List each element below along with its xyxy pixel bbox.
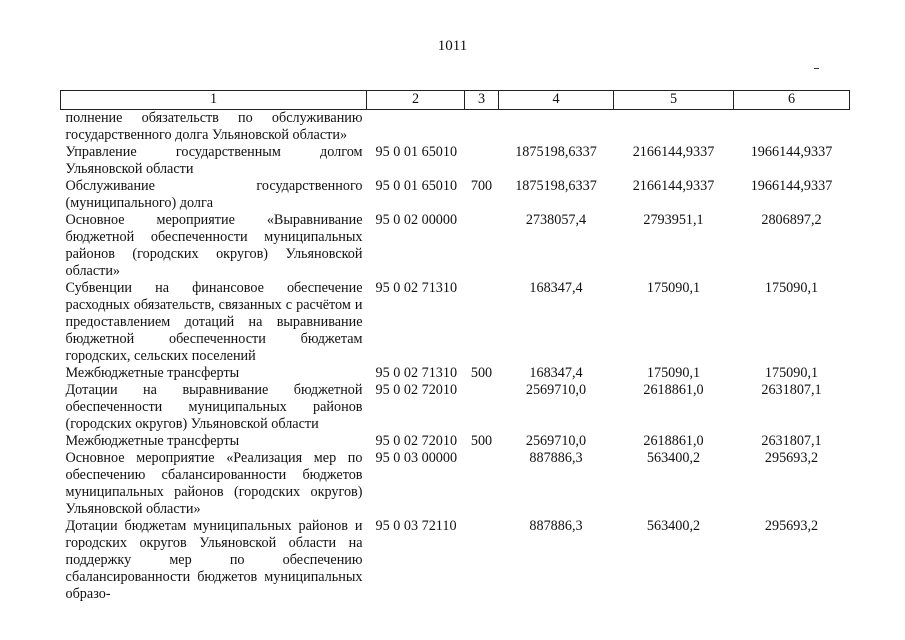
amount-col-4: 2569710,0	[525, 433, 587, 449]
expense-type	[465, 450, 499, 518]
expense-type	[465, 280, 499, 365]
amount-col-4: 887886,3	[529, 518, 583, 534]
amount-col-6: 2631807,1	[761, 433, 822, 449]
amount-col-5: 2166144,9337	[632, 144, 715, 160]
item-name: Управление государственным долгом Ульяновской области	[65, 144, 363, 177]
target-code: 95 0 02 72010	[375, 433, 458, 449]
amount-col-4: 2569710,0	[525, 382, 587, 398]
expense-type	[465, 144, 499, 178]
table-row	[61, 280, 850, 365]
amount-col-4: 168347,4	[529, 280, 583, 296]
header-col-4: 4	[499, 91, 614, 110]
amount-col-5: 175090,1	[646, 365, 701, 381]
item-name: Основное мероприятие «Реализация мер по обеспечению сбалансированности бюджетов муниципальных районов (городских округов) Ульяновской области»	[65, 450, 363, 517]
table-row	[61, 433, 850, 450]
table-row	[61, 365, 850, 382]
amount-col-4: 1875198,6337	[515, 144, 597, 160]
table-row	[61, 110, 850, 145]
amount-col-4: 887886,3	[529, 450, 583, 466]
amount-col-6: 175090,1	[764, 365, 819, 381]
amount-col-6: 295693,2	[764, 450, 819, 466]
table-row	[61, 382, 850, 433]
budget-table	[60, 90, 850, 603]
amount-col-6: 175090,1	[764, 280, 819, 296]
expense-type: 500	[470, 433, 493, 449]
target-code: 95 0 02 72010	[375, 382, 458, 398]
item-name: Межбюджетные трансферты	[65, 433, 240, 449]
item-name: Межбюджетные трансферты	[65, 365, 240, 381]
amount-col-5: 2618861,0	[643, 433, 704, 449]
item-name: Дотации бюджетам муниципальных районов и городских округов Ульяновской области на поддержку мер по обеспечению сбалансированности бюджетов муниципальных образо-	[65, 518, 363, 602]
amount-col-5: 175090,1	[646, 280, 701, 296]
scan-mark	[814, 68, 819, 69]
amount-col-5: 2793951,1	[643, 212, 704, 228]
expense-type: 500	[470, 365, 493, 381]
header-col-6: 6	[734, 91, 850, 110]
target-code: 95 0 03 72110	[375, 518, 457, 534]
header-col-1: 1	[61, 91, 367, 110]
table-row	[61, 178, 850, 212]
table-row	[61, 518, 850, 603]
target-code: 95 0 01 65010	[375, 144, 458, 160]
target-code: 95 0 02 71310	[375, 280, 458, 296]
item-name: Обслуживание государственного (муниципального) долга	[65, 178, 363, 211]
item-name: Дотации на выравнивание бюджетной обеспеченности муниципальных районов (городских округов) Ульяновской области	[65, 382, 363, 432]
target-code: 95 0 01 65010	[375, 178, 458, 194]
table-row	[61, 144, 850, 178]
target-code: 95 0 02 00000	[375, 212, 458, 228]
header-row	[61, 91, 850, 110]
amount-col-6: 1966144,9337	[750, 144, 833, 160]
header-col-2: 2	[367, 91, 465, 110]
target-code: 95 0 02 71310	[375, 365, 458, 381]
header-col-5: 5	[614, 91, 734, 110]
amount-col-6: 2631807,1	[761, 382, 822, 398]
amount-col-4: 168347,4	[529, 365, 583, 381]
item-name: Субвенции на финансовое обеспечение расходных обязательств, связанных с расчётом и предоставлением дотаций на выравнивание бюджетной обеспеченности бюджетам городских, сельских поселений	[65, 280, 363, 364]
expense-type	[465, 518, 499, 603]
table-row	[61, 450, 850, 518]
expense-type	[465, 382, 499, 433]
target-code: 95 0 03 00000	[375, 450, 458, 466]
expense-type: 700	[470, 178, 493, 194]
amount-col-4	[499, 110, 614, 145]
amount-col-5: 563400,2	[646, 518, 701, 534]
amount-col-6: 2806897,2	[761, 212, 822, 228]
amount-col-5: 563400,2	[646, 450, 701, 466]
item-name: полнение обязательств по обслуживанию государственного долга Ульяновской области»	[65, 110, 363, 143]
expense-type	[465, 212, 499, 280]
table-row	[61, 212, 850, 280]
amount-col-6	[734, 110, 850, 145]
amount-col-5	[614, 110, 734, 145]
amount-col-6: 295693,2	[764, 518, 819, 534]
amount-col-4: 2738057,4	[525, 212, 587, 228]
expense-type	[465, 110, 499, 145]
page-number: 1011	[437, 38, 468, 54]
item-name: Основное мероприятие «Выравнивание бюджетной обеспеченности муниципальных районов (городских округов) Ульяновской области»	[65, 212, 363, 279]
amount-col-5: 2618861,0	[643, 382, 704, 398]
amount-col-6: 1966144,9337	[750, 178, 833, 194]
amount-col-5: 2166144,9337	[632, 178, 715, 194]
amount-col-4: 1875198,6337	[515, 178, 597, 194]
header-col-3: 3	[465, 91, 499, 110]
target-code	[367, 110, 465, 145]
